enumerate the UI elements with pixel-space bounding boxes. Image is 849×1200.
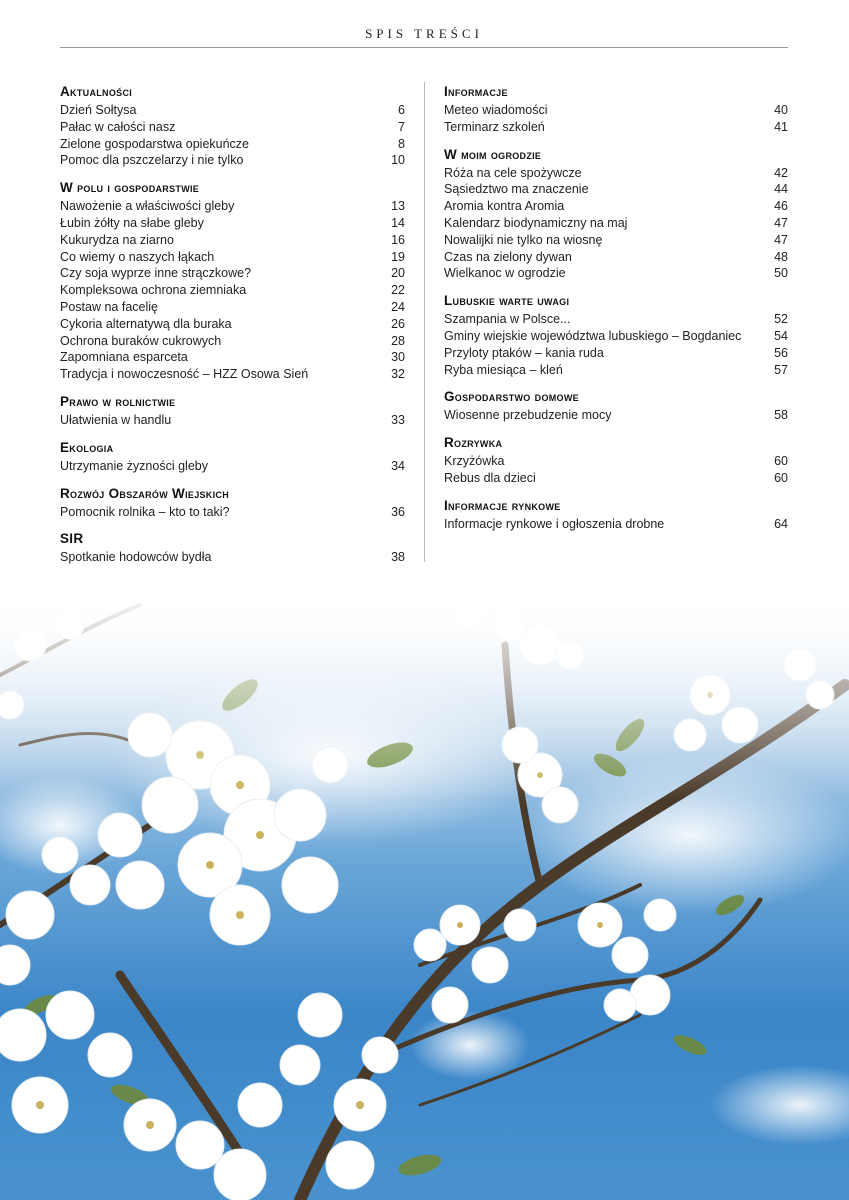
toc-left-column <box>60 82 405 575</box>
section-title: Rozwój Obszarów Wiejskich <box>60 485 229 501</box>
entry-title: Zielone gospodarstwa opiekuńcze <box>60 136 250 151</box>
entry-title: Kalendarz biodynamiczny na maj <box>444 215 628 230</box>
toc-entry[interactable] <box>60 265 405 282</box>
entry-page: 64 <box>774 516 788 531</box>
entry-title: Co wiemy o naszych łąkach <box>60 249 215 264</box>
toc-entry[interactable] <box>444 119 788 136</box>
entry-page: 16 <box>391 232 405 247</box>
entry-page: 8 <box>398 136 405 151</box>
cherry-blossom-photo <box>0 585 849 1200</box>
entry-title: Nowalijki nie tylko na wiosnę <box>444 232 603 247</box>
entry-title: Pomoc dla pszczelarzy i nie tylko <box>60 153 244 168</box>
entry-title: Ryba miesiąca – kleń <box>444 362 563 377</box>
toc-entry[interactable] <box>60 333 405 350</box>
section-title: Rozrywka <box>444 435 503 451</box>
column-divider <box>424 82 425 562</box>
entry-page: 13 <box>391 199 405 214</box>
entry-title: Kukurydza na ziarno <box>60 232 174 247</box>
toc-entry[interactable] <box>60 136 405 153</box>
toc-section <box>60 438 405 475</box>
entry-page: 60 <box>774 454 788 469</box>
entry-title: Meteo wiadomości <box>444 103 548 117</box>
entry-title: Informacje rynkowe i ogłoszenia drobne <box>444 516 665 531</box>
entry-title: Aromia kontra Aromia <box>444 199 565 214</box>
entry-title: Terminarz szkoleń <box>444 119 545 134</box>
toc-entry[interactable] <box>60 249 405 266</box>
entry-page: 33 <box>391 412 405 427</box>
entry-page: 7 <box>398 119 405 134</box>
entry-title: Ochrona buraków cukrowych <box>60 333 222 348</box>
entry-page: 56 <box>774 345 788 360</box>
toc-entry[interactable] <box>444 249 788 266</box>
toc-entry[interactable] <box>444 215 788 232</box>
toc-section <box>444 291 788 378</box>
entry-title: Czas na zielony dywan <box>444 249 572 264</box>
toc-entry[interactable] <box>60 232 405 249</box>
section-title: W polu i gospodarstwie <box>60 180 200 196</box>
entry-page: 6 <box>398 103 405 117</box>
section-title: Aktualności <box>60 84 133 99</box>
entry-page: 60 <box>774 470 788 485</box>
toc-entry[interactable] <box>60 366 405 383</box>
toc-entry[interactable] <box>60 119 405 136</box>
section-title: Prawo w rolnictwie <box>60 393 176 409</box>
toc-entry[interactable] <box>60 504 405 521</box>
entry-title: Tradycja i nowoczesność – HZZ Osowa Sień <box>60 367 309 382</box>
toc-entry[interactable] <box>60 412 405 429</box>
entry-page: 32 <box>391 367 405 382</box>
toc-entry[interactable] <box>60 458 405 475</box>
toc-entry[interactable] <box>444 453 788 470</box>
entry-title: Utrzymanie żyzności gleby <box>60 458 208 473</box>
entry-title: Sąsiedztwo ma znaczenie <box>444 182 589 197</box>
entry-page: 34 <box>391 458 405 473</box>
section-title: SIR <box>60 531 84 547</box>
toc-entry[interactable] <box>444 328 788 345</box>
entry-page: 40 <box>774 103 788 117</box>
toc-entry[interactable] <box>60 282 405 299</box>
toc-section <box>444 496 788 533</box>
entry-page: 47 <box>774 232 788 247</box>
entry-title: Czy soja wyprze inne strączkowe? <box>60 266 252 281</box>
top-fade <box>0 585 849 1200</box>
toc-entry[interactable] <box>60 152 405 169</box>
entry-page: 38 <box>391 550 405 565</box>
entry-page: 14 <box>391 215 405 230</box>
toc-section <box>60 392 405 429</box>
entry-title: Rebus dla dzieci <box>444 470 536 485</box>
toc-entry[interactable] <box>60 102 405 119</box>
toc-entry[interactable] <box>444 265 788 282</box>
toc-entry[interactable] <box>444 165 788 182</box>
entry-page: 54 <box>774 328 788 343</box>
entry-title: Łubin żółty na słabe gleby <box>60 215 204 230</box>
entry-title: Kompleksowa ochrona ziemniaka <box>60 283 247 298</box>
toc-section <box>444 82 788 136</box>
toc-entry[interactable] <box>60 549 405 566</box>
page-title: SPIS TREŚCI <box>365 26 483 41</box>
entry-title: Wielkanoc w ogrodzie <box>444 266 566 281</box>
entry-page: 28 <box>391 333 405 348</box>
toc-entry[interactable] <box>444 198 788 215</box>
toc-entry[interactable] <box>444 102 788 119</box>
entry-title: Róża na cele spożywcze <box>444 165 582 180</box>
entry-title: Gminy wiejskie województwa lubuskiego – Bogdaniec <box>444 328 742 343</box>
toc-entry[interactable] <box>444 345 788 362</box>
entry-title: Cykoria alternatywą dla buraka <box>60 316 232 331</box>
toc-entry[interactable] <box>60 198 405 215</box>
section-title: Gospodarstwo domowe <box>444 389 579 405</box>
entry-page: 52 <box>774 312 788 327</box>
toc-right-column <box>444 82 788 542</box>
entry-title: Nawożenie a właściwości gleby <box>60 199 235 214</box>
toc-entry[interactable] <box>444 407 788 424</box>
entry-page: 10 <box>391 153 405 168</box>
entry-page: 44 <box>774 182 788 197</box>
entry-page: 48 <box>774 249 788 264</box>
entry-title: Przyloty ptaków – kania ruda <box>444 345 604 360</box>
entry-page: 46 <box>774 199 788 214</box>
toc-section <box>60 178 405 383</box>
toc-section <box>60 484 405 521</box>
cherry-blossom-illustration <box>0 585 849 1200</box>
toc-section <box>444 145 788 283</box>
toc-entry[interactable] <box>444 516 788 533</box>
section-title: Informacje rynkowe <box>444 497 561 513</box>
toc-section <box>60 82 405 169</box>
entry-title: Ułatwienia w handlu <box>60 412 172 427</box>
entry-page: 47 <box>774 215 788 230</box>
entry-title: Zapomniana esparceta <box>60 350 188 365</box>
entry-title: Pomocnik rolnika – kto to taki? <box>60 504 230 519</box>
section-title: Lubuskie warte uwagi <box>444 293 570 309</box>
entry-page: 36 <box>391 504 405 519</box>
toc-entry[interactable] <box>444 181 788 198</box>
toc-entry[interactable] <box>60 215 405 232</box>
toc-section <box>444 387 788 424</box>
toc-section <box>60 529 405 566</box>
entry-title: Dzień Sołtysa <box>60 103 137 117</box>
toc-entry[interactable] <box>444 311 788 328</box>
header-rule <box>60 47 788 48</box>
toc-entry[interactable] <box>60 299 405 316</box>
section-title: Informacje <box>444 84 508 99</box>
entry-page: 30 <box>391 350 405 365</box>
section-title: W moim ogrodzie <box>444 146 542 162</box>
entry-page: 57 <box>774 362 788 377</box>
entry-page: 42 <box>774 165 788 180</box>
section-title: Ekologia <box>60 439 114 455</box>
entry-page: 26 <box>391 316 405 331</box>
toc-entry[interactable] <box>60 349 405 366</box>
entry-title: Szampania w Polsce... <box>444 312 571 327</box>
toc-section <box>444 433 788 487</box>
entry-title: Krzyżówka <box>444 454 505 469</box>
entry-page: 50 <box>774 266 788 281</box>
entry-page: 22 <box>391 283 405 298</box>
entry-page: 19 <box>391 249 405 264</box>
toc-entry[interactable] <box>444 232 788 249</box>
entry-title: Wiosenne przebudzenie mocy <box>444 408 612 423</box>
entry-title: Postaw na facelię <box>60 299 158 314</box>
toc-entry[interactable] <box>444 470 788 487</box>
toc-entry[interactable] <box>60 316 405 333</box>
entry-page: 41 <box>774 119 788 134</box>
toc-entry[interactable] <box>444 362 788 379</box>
entry-page: 24 <box>391 299 405 314</box>
entry-title: Spotkanie hodowców bydła <box>60 550 212 565</box>
entry-page: 20 <box>391 266 405 281</box>
entry-page: 58 <box>774 408 788 423</box>
entry-title: Pałac w całości nasz <box>60 119 176 134</box>
